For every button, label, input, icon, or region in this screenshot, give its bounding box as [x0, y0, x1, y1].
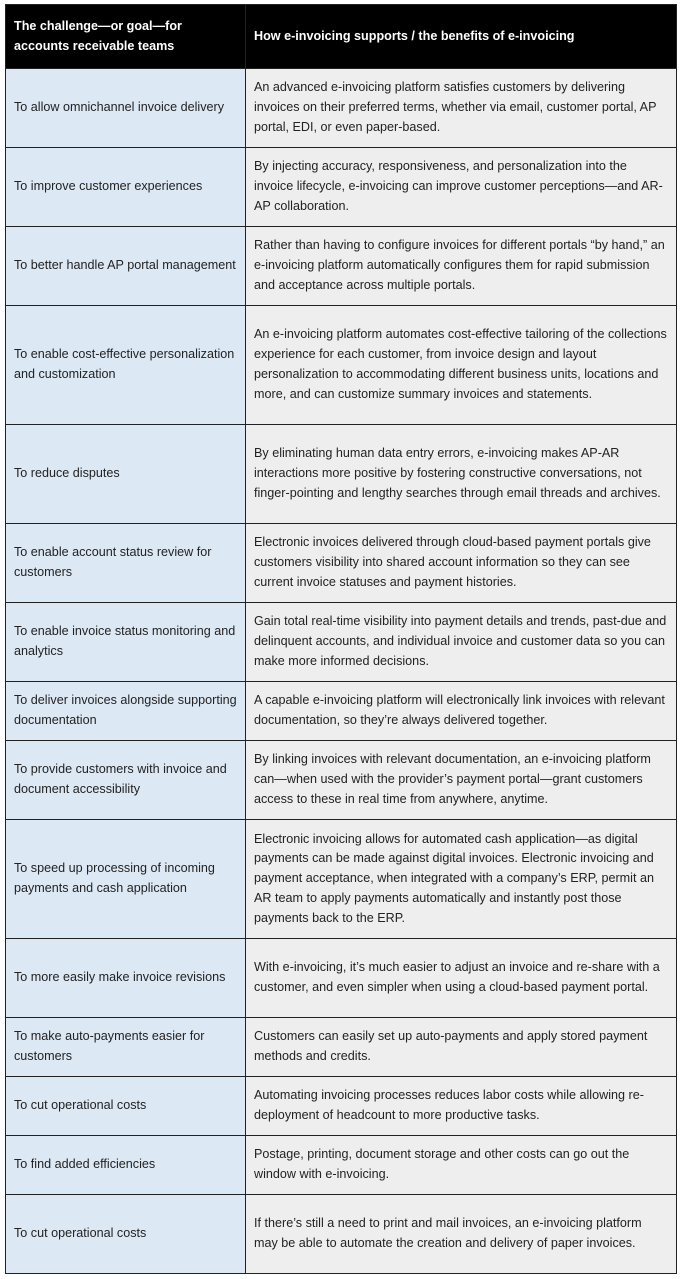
benefit-cell: By linking invoices with relevant documentation, an e-invoicing platform can—when used with the provider’s payment portal—grant customers access to these in real time from anywhere, anytime.	[246, 741, 677, 820]
table-header-row	[6, 5, 677, 69]
benefit-cell: By injecting accuracy, responsiveness, and personalization into the invoice lifecycle, e-invoicing can improve customer perceptions—and AR-AP collaboration.	[246, 148, 677, 227]
goal-cell: To enable invoice status monitoring and analytics	[6, 603, 246, 682]
goal-cell: To reduce disputes	[6, 425, 246, 524]
goal-cell: To provide customers with invoice and document accessibility	[6, 741, 246, 820]
benefit-cell: Customers can easily set up auto-payments and apply stored payment methods and credits.	[246, 1018, 677, 1077]
goal-cell: To allow omnichannel invoice delivery	[6, 69, 246, 148]
goal-cell: To enable account status review for customers	[6, 524, 246, 603]
benefit-cell: By eliminating human data entry errors, e-invoicing makes AP-AR interactions more positive by fostering constructive conversations, not finger-pointing and lengthy searches through email threads and archives.	[246, 425, 677, 524]
table-row	[6, 69, 677, 148]
goal-cell: To deliver invoices alongside supporting documentation	[6, 682, 246, 741]
goal-cell: To improve customer experiences	[6, 148, 246, 227]
table-row	[6, 524, 677, 603]
goal-cell: To enable cost-effective personalization and customization	[6, 306, 246, 425]
benefit-cell: With e-invoicing, it’s much easier to adjust an invoice and re-share with a customer, and even simpler when using a cloud-based payment portal.	[246, 939, 677, 1018]
table-row	[6, 1077, 677, 1136]
goal-cell: To cut operational costs	[6, 1195, 246, 1274]
benefit-cell: Electronic invoicing allows for automated cash application—as digital payments can be made against digital invoices. Electronic invoicing and payment acceptance, when integrated with a company’s ERP, permit an AR team to apply payments automatically and instantly post those payments back to the ERP.	[246, 820, 677, 939]
table-row	[6, 148, 677, 227]
header-challenge: The challenge—or goal—for accounts receivable teams	[6, 5, 246, 69]
table-row	[6, 682, 677, 741]
table-row	[6, 1018, 677, 1077]
table-row	[6, 1195, 677, 1274]
benefit-cell: An e-invoicing platform automates cost-effective tailoring of the collections experience for each customer, from invoice design and layout personalization to accommodating different business units, locations and more, and can customize summary invoices and statements.	[246, 306, 677, 425]
table-row	[6, 1136, 677, 1195]
header-benefits: How e-invoicing supports / the benefits of e-invoicing	[246, 5, 677, 69]
benefit-cell: Rather than having to configure invoices for different portals “by hand,” an e-invoicing platform automatically configures them for rapid submission and acceptance across multiple portals.	[246, 227, 677, 306]
table-row	[6, 306, 677, 425]
table-row	[6, 820, 677, 939]
table-row	[6, 939, 677, 1018]
benefit-cell: Automating invoicing processes reduces labor costs while allowing re-deployment of headcount to more productive tasks.	[246, 1077, 677, 1136]
goal-cell: To find added efficiencies	[6, 1136, 246, 1195]
benefit-cell: If there’s still a need to print and mail invoices, an e-invoicing platform may be able to automate the creation and delivery of paper invoices.	[246, 1195, 677, 1274]
benefit-cell: A capable e-invoicing platform will electronically link invoices with relevant documentation, so they’re always delivered together.	[246, 682, 677, 741]
goal-cell: To cut operational costs	[6, 1077, 246, 1136]
benefit-cell: Gain total real-time visibility into payment details and trends, past-due and delinquent accounts, and individual invoice and customer data so you can make more informed decisions.	[246, 603, 677, 682]
benefit-cell: Electronic invoices delivered through cloud-based payment portals give customers visibility into shared account information so they can see current invoice statuses and payment histories.	[246, 524, 677, 603]
goal-cell: To better handle AP portal management	[6, 227, 246, 306]
table-row	[6, 603, 677, 682]
benefit-cell: An advanced e-invoicing platform satisfies customers by delivering invoices on their preferred terms, whether via email, customer portal, AP portal, EDI, or even paper-based.	[246, 69, 677, 148]
table-row	[6, 227, 677, 306]
table-row	[6, 741, 677, 820]
goal-cell: To speed up processing of incoming payments and cash application	[6, 820, 246, 939]
table-row	[6, 425, 677, 524]
table-body	[6, 69, 677, 1274]
goal-cell: To make auto-payments easier for customers	[6, 1018, 246, 1077]
benefit-cell: Postage, printing, document storage and other costs can go out the window with e-invoicing.	[246, 1136, 677, 1195]
einvoicing-benefits-table	[5, 4, 677, 1274]
goal-cell: To more easily make invoice revisions	[6, 939, 246, 1018]
